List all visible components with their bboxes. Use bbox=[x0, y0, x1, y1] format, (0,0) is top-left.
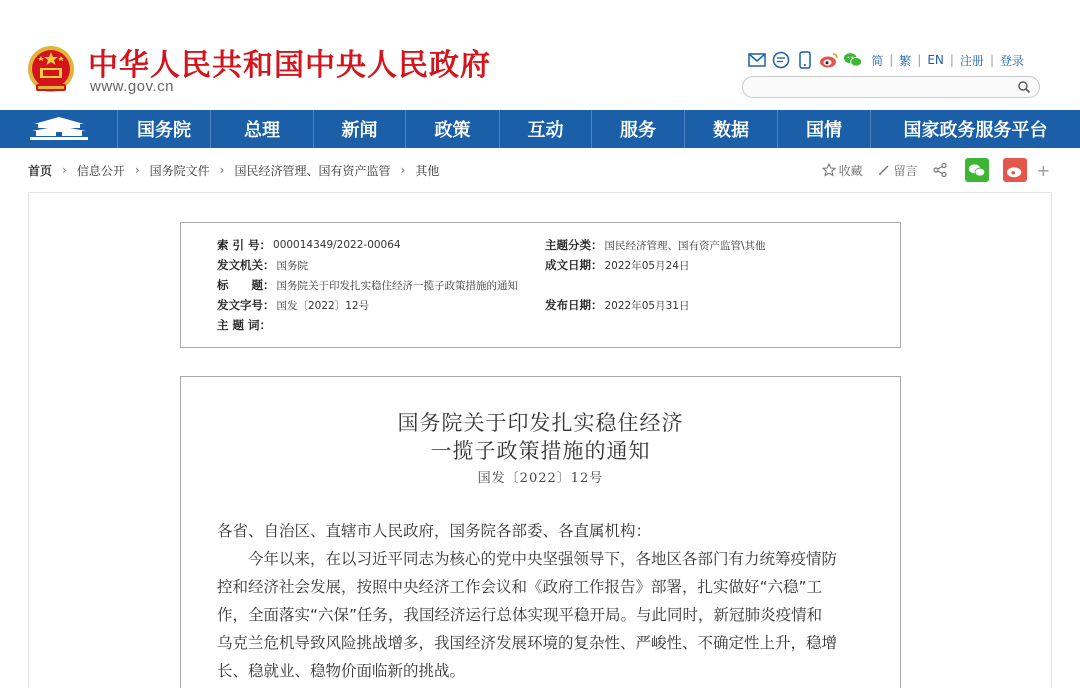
title-label: 标 题： bbox=[217, 278, 275, 292]
favorite-label: 收藏 bbox=[838, 163, 863, 178]
document-title-line-1: 国务院关于印发扎实稳住经济 bbox=[397, 411, 684, 435]
doc-no-label: 发文字号： bbox=[217, 298, 275, 312]
register-link[interactable]: 注册 bbox=[959, 53, 984, 68]
national-emblem-icon[interactable] bbox=[26, 44, 76, 96]
mobile-icon[interactable] bbox=[795, 50, 815, 70]
published-date-label: 发布日期： bbox=[545, 298, 603, 312]
issuer-label: 发文机关： bbox=[217, 258, 275, 272]
weibo-icon bbox=[1006, 163, 1024, 178]
created-date-label: 成文日期： bbox=[545, 258, 603, 272]
breadcrumb-other[interactable]: 其他 bbox=[415, 163, 440, 178]
nav-premier[interactable]: 总理 bbox=[211, 110, 314, 148]
salutation: 各省、自治区、直辖市人民政府，国务院各部委、各直属机构： bbox=[217, 522, 652, 540]
traditional-chinese-link[interactable]: 繁 bbox=[899, 53, 912, 68]
weibo-icon[interactable] bbox=[819, 50, 839, 70]
share-icon bbox=[932, 162, 948, 178]
search-icon[interactable] bbox=[1017, 80, 1031, 94]
wechat-share-button[interactable] bbox=[965, 158, 989, 182]
breadcrumb-economy-assets[interactable]: 国民经济管理、国有资产监管 bbox=[234, 163, 391, 178]
nav-news[interactable]: 新闻 bbox=[314, 110, 406, 148]
top-toolbar bbox=[747, 50, 1028, 70]
created-date-value: 2022年05月24日 bbox=[604, 259, 690, 272]
chevron-right-icon: › bbox=[219, 163, 225, 177]
breadcrumb bbox=[28, 160, 439, 180]
paragraph-line: 乌克兰危机导致风险挑战增多，我国经济发展环境的复杂性、严峻性、不确定性上升，稳增 bbox=[217, 634, 838, 652]
breadcrumb-state-council-docs[interactable]: 国务院文件 bbox=[149, 163, 210, 178]
divider: | bbox=[989, 53, 994, 67]
login-link[interactable]: 登录 bbox=[999, 53, 1024, 68]
published-date-value: 2022年05月31日 bbox=[604, 299, 690, 312]
title-value: 国务院关于印发扎实稳住经济一揽子政策措施的通知 bbox=[276, 279, 518, 292]
chat-bubble-icon[interactable] bbox=[771, 50, 791, 70]
category-value: 国民经济管理、国有资产监管\其他 bbox=[604, 239, 766, 252]
chevron-right-icon: › bbox=[62, 163, 67, 177]
weibo-share-button[interactable] bbox=[1003, 158, 1027, 182]
more-share-icon[interactable]: + bbox=[1036, 160, 1050, 180]
paragraph-line: 控和经济社会发展，按照中央经济工作会议和《政府工作报告》部署，扎实做好“六稳”工 bbox=[217, 578, 823, 596]
breadcrumb-info-disclosure[interactable]: 信息公开 bbox=[76, 163, 125, 178]
doc-no-value: 国发〔2022〕12号 bbox=[276, 299, 370, 312]
paragraph-line: 今年以来，在以习近平同志为核心的党中央坚强领导下，各地区各部门有力统筹疫情防 bbox=[248, 550, 838, 568]
nav-services[interactable]: 服务 bbox=[592, 110, 685, 148]
wechat-icon bbox=[968, 163, 986, 178]
site-url[interactable]: www.gov.cn bbox=[90, 78, 174, 95]
paragraph-line: 作，全面落实“六保”任务，我国经济运行总体实现平稳开局。与此同时，新冠肺炎疫情和 bbox=[217, 606, 823, 624]
site-title[interactable]: 中华人民共和国中央人民政府 bbox=[88, 48, 491, 83]
chevron-right-icon: › bbox=[134, 163, 140, 177]
site-header bbox=[0, 0, 1080, 110]
favorite-button[interactable] bbox=[822, 162, 863, 179]
nav-gov-service-platform[interactable]: 国家政务服务平台 bbox=[903, 120, 1048, 141]
nav-national-profile[interactable]: 国情 bbox=[778, 110, 871, 148]
share-button[interactable] bbox=[932, 162, 951, 178]
comment-button[interactable] bbox=[877, 162, 918, 179]
nav-interaction[interactable]: 互动 bbox=[500, 110, 592, 148]
tiananmen-logo-icon[interactable] bbox=[0, 110, 118, 148]
wechat-icon[interactable] bbox=[843, 50, 863, 70]
index-no-label: 索 引 号： bbox=[217, 238, 272, 252]
english-link[interactable]: EN bbox=[927, 53, 944, 67]
pencil-icon bbox=[877, 163, 891, 177]
chevron-right-icon: › bbox=[400, 163, 406, 177]
nav-state-council[interactable]: 国务院 bbox=[118, 110, 211, 148]
comment-label: 留言 bbox=[893, 163, 918, 178]
document-title-line-2: 一揽子政策措施的通知 bbox=[430, 439, 651, 463]
divider: | bbox=[949, 53, 954, 67]
document-text bbox=[217, 517, 867, 685]
document-metadata-table bbox=[180, 222, 901, 348]
simplified-chinese-link[interactable]: 简 bbox=[871, 53, 884, 68]
nav-policies[interactable]: 政策 bbox=[406, 110, 500, 148]
main-nav bbox=[0, 110, 1080, 148]
issuer-value: 国务院 bbox=[276, 259, 308, 272]
divider: | bbox=[917, 53, 922, 67]
nav-data[interactable]: 数据 bbox=[685, 110, 778, 148]
page-tools bbox=[808, 158, 1050, 182]
star-icon bbox=[822, 163, 836, 177]
paragraph-line: 长、稳就业、稳物价面临新的挑战。 bbox=[217, 662, 466, 680]
divider: | bbox=[889, 53, 894, 67]
document-number: 国发〔2022〕12号 bbox=[477, 471, 604, 486]
keywords-label: 主 题 词： bbox=[217, 318, 272, 332]
document-body bbox=[180, 376, 901, 688]
category-label: 主题分类： bbox=[545, 238, 603, 252]
search-input[interactable] bbox=[753, 78, 1013, 98]
breadcrumb-home[interactable]: 首页 bbox=[28, 163, 53, 178]
mail-icon[interactable] bbox=[747, 50, 767, 70]
index-no-value: 000014349/2022-00064 bbox=[273, 239, 401, 251]
search-box bbox=[742, 76, 1040, 98]
